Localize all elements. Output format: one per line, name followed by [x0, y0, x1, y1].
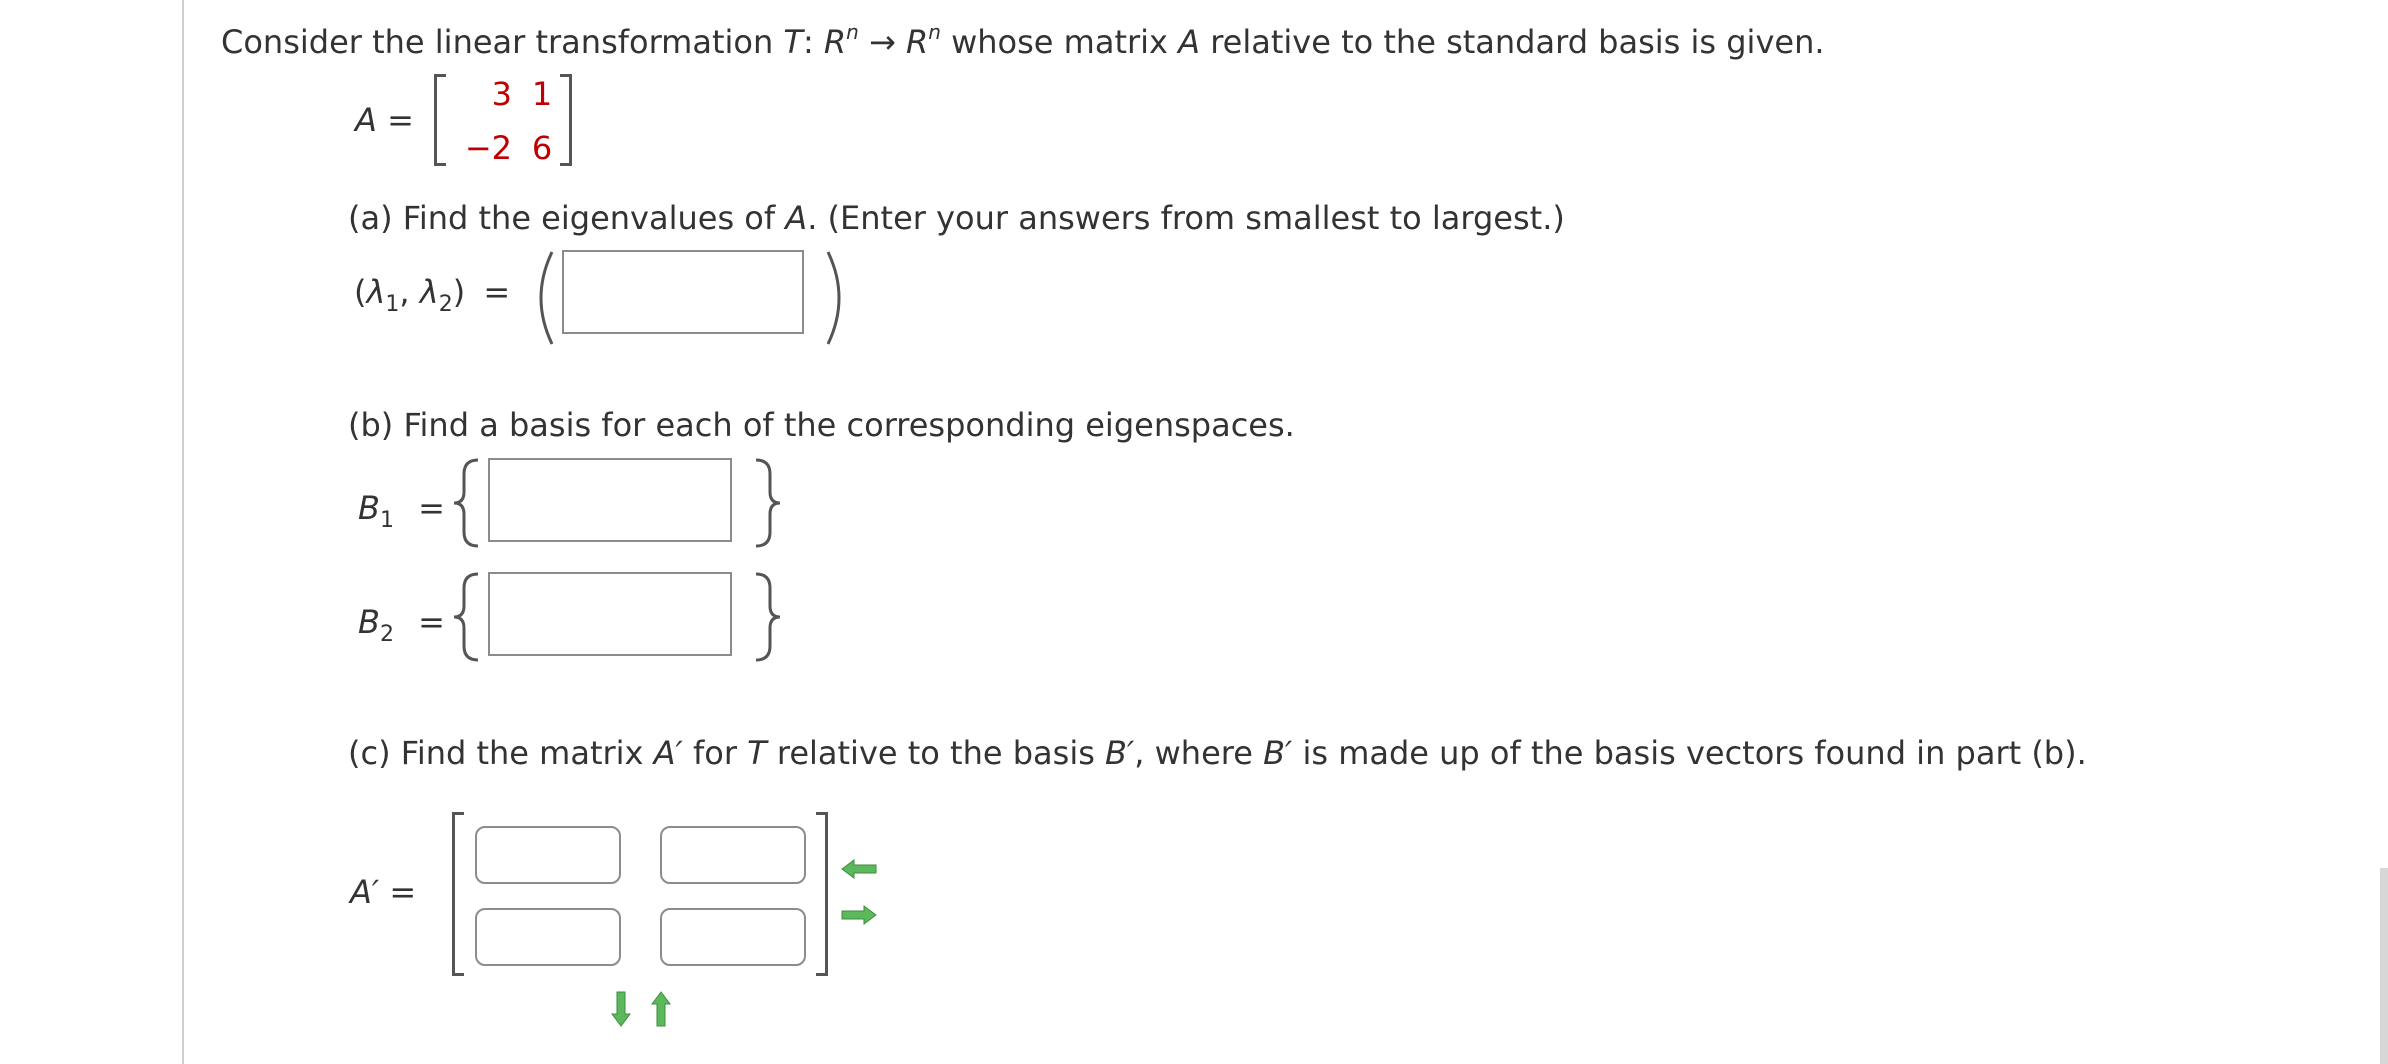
a-prime-cell-1-2[interactable]	[660, 826, 806, 884]
part-a-sub1: 1	[385, 292, 400, 317]
arrow-up-icon[interactable]	[650, 990, 672, 1028]
part-c-q-B2: B′	[1263, 734, 1293, 772]
b2-var: B	[358, 603, 380, 641]
intro-text	[221, 12, 1825, 62]
matrix-a-row-1	[470, 74, 553, 114]
part-a-eq: =	[483, 273, 511, 311]
part-a-q-pre: (a) Find the eigenvalues of	[348, 199, 786, 237]
b2-label	[358, 602, 445, 655]
arrow-right-icon[interactable]	[840, 904, 878, 926]
a-prime-right-bracket	[816, 812, 828, 976]
part-a-left-paren-icon	[524, 248, 560, 348]
part-c-q-mid3: , where	[1134, 734, 1264, 772]
intro-post: relative to the standard basis is given.	[1200, 23, 1825, 61]
part-c-q-A: A′	[653, 734, 683, 772]
part-a-lambda1: λ	[366, 273, 386, 311]
part-a-comma: ,	[399, 273, 420, 311]
content-left-border	[182, 0, 184, 1064]
matrix-a-right-bracket	[560, 74, 572, 166]
intro-colon: :	[802, 23, 824, 61]
intro-pre: Consider the linear transformation	[221, 23, 784, 61]
matrix-a-row-2	[458, 128, 558, 168]
b2-eq: =	[418, 603, 445, 641]
arrow-left-icon[interactable]	[840, 858, 878, 880]
part-c-q-post: is made up of the basis vectors found in part (b).	[1292, 734, 2087, 772]
part-a-q-A: A	[785, 199, 808, 237]
b1-left-brace-icon	[448, 456, 484, 550]
intro-n2: n	[928, 20, 941, 44]
part-a-open-paren: (	[354, 273, 367, 311]
b2-input[interactable]	[488, 572, 732, 656]
part-b-question: (b) Find a basis for each of the corresponding eigenspaces.	[348, 406, 1295, 444]
page-scrollbar[interactable]	[2380, 868, 2388, 1064]
intro-arrow: →	[858, 23, 906, 61]
arrow-down-icon[interactable]	[610, 990, 632, 1028]
b1-label	[358, 488, 445, 541]
b2-left-brace-icon	[448, 570, 484, 664]
matrix-a-left-bracket	[434, 74, 446, 166]
part-c-q-mid2: relative to the basis	[766, 734, 1106, 772]
matrix-a-eq: =	[387, 101, 414, 139]
part-a-question	[348, 198, 1565, 238]
a-prime-cell-2-1[interactable]	[475, 908, 621, 966]
matrix-a-cell-1-2: 1	[531, 75, 553, 113]
part-a-sub2: 2	[438, 292, 453, 317]
part-a-lambda2: λ	[419, 273, 439, 311]
part-a-q-post: . (Enter your answers from smallest to largest.)	[807, 199, 1565, 237]
matrix-a-var: A	[355, 101, 377, 139]
b2-right-brace-icon	[750, 570, 786, 664]
b1-right-brace-icon	[750, 456, 786, 550]
a-prime-var: A′	[350, 873, 380, 911]
part-a-label	[354, 272, 510, 325]
matrix-a-label	[355, 100, 414, 140]
a-prime-label	[350, 872, 416, 912]
b1-var: B	[358, 489, 380, 527]
part-c-q-T: T	[747, 734, 767, 772]
part-c-question	[348, 733, 2087, 773]
intro-mid: whose matrix	[940, 23, 1179, 61]
b1-input[interactable]	[488, 458, 732, 542]
intro-A: A	[1178, 23, 1201, 61]
part-a-right-paren-icon	[820, 248, 856, 348]
part-a-close-paren: )	[452, 273, 466, 311]
matrix-a-cell-2-2: 6	[531, 129, 553, 167]
part-c-q-pre: (c) Find the matrix	[348, 734, 654, 772]
intro-R2: R	[906, 23, 929, 61]
part-c-q-B1: B′	[1105, 734, 1135, 772]
intro-T: T	[783, 23, 803, 61]
a-prime-left-bracket	[452, 812, 464, 976]
matrix-a-cell-1-1: 3	[491, 75, 512, 113]
b1-eq: =	[418, 489, 445, 527]
eigenvalues-input[interactable]	[562, 250, 804, 334]
a-prime-cell-1-1[interactable]	[475, 826, 621, 884]
part-c-q-mid1: for	[682, 734, 748, 772]
intro-n1: n	[846, 20, 859, 44]
a-prime-cell-2-2[interactable]	[660, 908, 806, 966]
b1-sub: 1	[379, 508, 394, 533]
b2-sub: 2	[379, 622, 394, 647]
a-prime-eq: =	[389, 873, 417, 911]
matrix-a-cell-2-1: −2	[464, 129, 512, 167]
intro-R1: R	[823, 23, 847, 61]
